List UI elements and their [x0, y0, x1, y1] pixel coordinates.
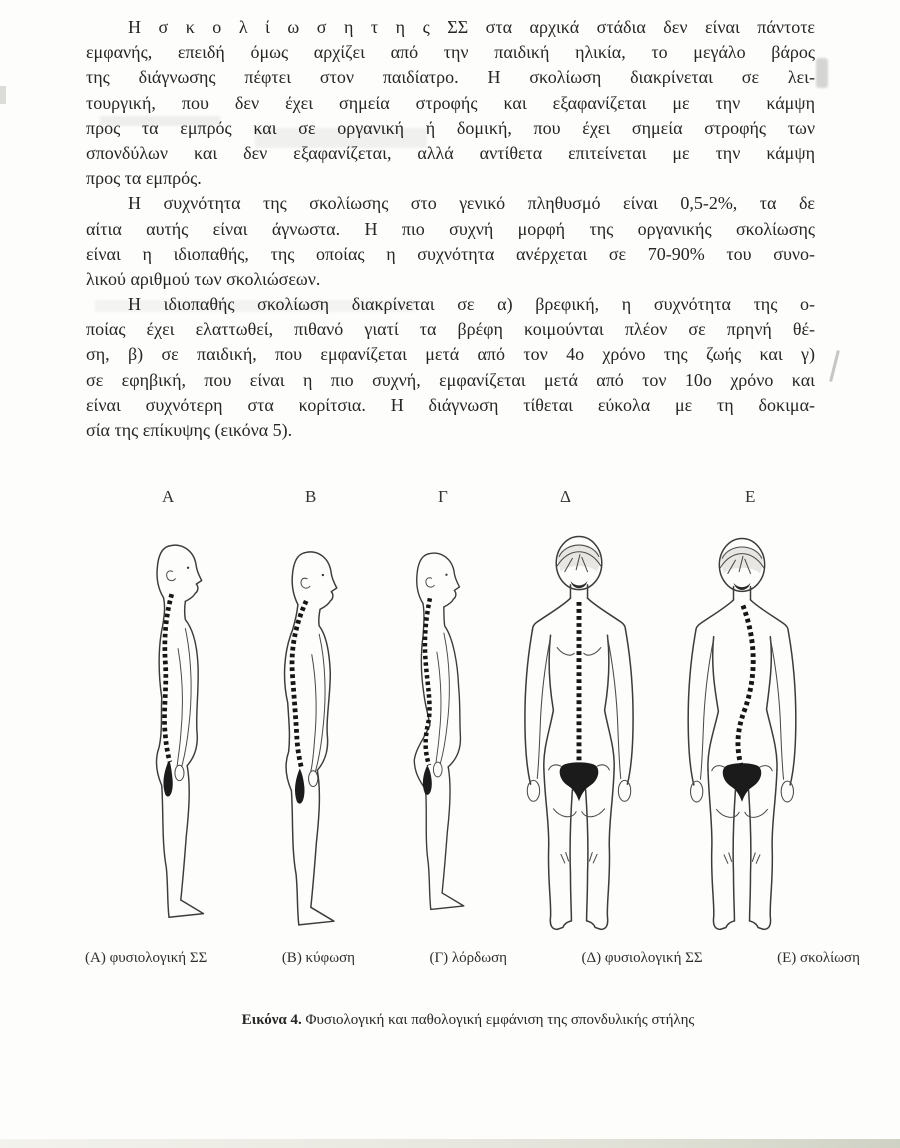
body-text — [86, 15, 815, 443]
eye-dot — [322, 574, 324, 576]
ear-line — [301, 578, 310, 588]
text-line: προς τα εμπρός. — [86, 168, 202, 189]
spine-dashes — [164, 594, 171, 762]
figure-label-g: Γ — [438, 487, 448, 506]
knee-lines — [724, 853, 760, 863]
buttock-creases — [553, 809, 604, 817]
text-line: σία της επίκυψης (εικόνα 5). — [86, 420, 293, 440]
nape-shading — [570, 581, 587, 588]
text-line: ποίας έχει ελαττωθεί, πιθανό γιατί τα βρέφη κοιμούνται πλέον σε πρηνή θέ- — [86, 319, 815, 340]
eye-dot — [187, 567, 189, 569]
figure-label-a: Α — [162, 487, 175, 506]
hand-shape — [433, 762, 442, 777]
text-line: είναι συχνότερη στα κορίτσια. Η διάγνωση τίθεται εύκολα με τη δοκιμα- — [86, 394, 815, 415]
text-line: προς τα εμπρός και σε οργανική ή δομική, που έχει σημεία στροφής των — [86, 117, 815, 138]
text-line: Η συχνότητα της σκολίωσης στο γενικό πληθυσμό είναι 0,5-2%, τα δε — [128, 193, 815, 214]
knee-lines — [561, 853, 597, 863]
hand-shape — [691, 781, 703, 802]
kyphosis-side-view-icon — [248, 538, 370, 936]
text-line: σε εφηβική, που είναι η πιο συχνή, εμφανίζεται μετά από τον 10ο χρόνο και — [86, 369, 815, 390]
text-line: της διάγνωσης πέφτει στον παιδίατρο. Η σκολίωση διακρίνεται σε λει- — [86, 67, 815, 88]
ear-line — [167, 571, 176, 581]
ear-line — [426, 578, 434, 587]
arm-line — [315, 634, 325, 771]
lordosis-side-view-icon — [383, 532, 496, 934]
figure-label-d: Δ — [560, 487, 571, 506]
arm-line — [182, 629, 191, 767]
figure-number: Εικόνα 4. — [241, 1012, 302, 1028]
normal-spine-back-view-icon — [502, 528, 656, 936]
caption-d: (Δ) φυσιολογική ΣΣ — [581, 950, 703, 966]
text-line: λικού αριθμού των σκολιώσεων. — [86, 268, 321, 289]
text-line: Η ιδιοπαθής σκολίωση διακρίνεται σε α) βρεφική, η συχνότητα της ο- — [128, 294, 815, 315]
sacrum-shape — [163, 762, 172, 797]
text-line: τουργική, που δεν έχει σημεία στροφής και εξαφανίζεται με την κάμψη — [86, 92, 815, 113]
figure-captions-row — [85, 950, 860, 967]
page-edge-shadow — [0, 1139, 900, 1148]
sacrum-shape — [295, 768, 304, 803]
caption-a: (Α) φυσιολογική ΣΣ — [85, 950, 208, 966]
normal-spine-side-view-icon — [120, 532, 238, 934]
text-line: σπονδύλων και δεν εξαφανίζεται, αλλά αντίθετα επιτείνεται με την κάμψη — [86, 142, 815, 163]
sacrum-shape — [560, 762, 599, 801]
caption-b: (Β) κύφωση — [281, 950, 356, 966]
hand-shape — [175, 765, 184, 780]
text-line: ση, β) σε παιδική, που εμφανίζεται μετά από τον 4ο χρόνο της ζωής και γ) — [86, 344, 815, 365]
figure-label-e: Ε — [745, 487, 756, 506]
text-line: εμφανής, επειδή όμως αρχίζει από την παιδική ηλικία, το μεγάλο βάρος — [86, 42, 815, 63]
text-line: είναι η ιδιοπαθής, της οποίας η συχνότητα ανέρχεται σε 70-90% του συνο- — [86, 243, 815, 264]
sacrum-shape — [423, 765, 432, 795]
text-line: Η σ κ ο λ ί ω σ η τ η ς ΣΣ στα αρχικά στάδια δεν είναι πάντοτε — [128, 17, 815, 37]
scan-smudge — [816, 58, 828, 88]
hand-shape — [618, 780, 630, 801]
scoliosis-back-view-icon — [660, 530, 824, 936]
caption-e: (Ε) σκολίωση — [777, 950, 860, 966]
arm-line — [440, 633, 449, 763]
spine-dashes-scoliosis — [738, 606, 753, 767]
hand-shape — [527, 780, 539, 801]
figure-title — [0, 1012, 900, 1029]
eye-dot — [445, 574, 447, 576]
scan-edge-mark — [0, 86, 6, 104]
figure-label-b: Β — [305, 487, 317, 506]
scan-mark — [829, 350, 840, 382]
text-line: αίτια αυτής είναι άγνωστα. Η πιο συχνή μορφή της οργανικής σκολίωσης — [86, 218, 815, 239]
hand-shape — [309, 771, 318, 787]
caption-g: (Γ) λόρδωση — [429, 950, 508, 966]
sacrum-shape — [723, 763, 761, 802]
nape-shading — [734, 583, 751, 590]
figure-title-text: Φυσιολογική και παθολογική εμφάνιση της σπονδυλικής στήλης — [301, 1012, 695, 1028]
hand-shape — [781, 781, 793, 802]
spine-dashes — [425, 598, 430, 765]
buttock-creases — [717, 809, 768, 817]
